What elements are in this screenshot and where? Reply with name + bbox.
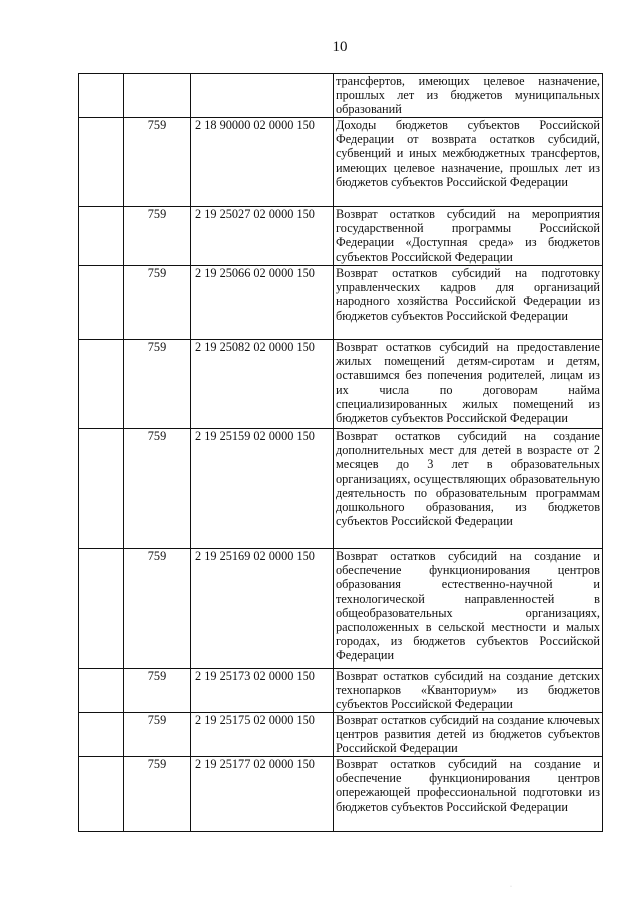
blank-cell: [79, 207, 124, 266]
admin-code-cell: 759: [124, 266, 191, 340]
description-cell: Возврат остатков субсидий на создание детских технопарков «Кванториум» из бюджетов субъектов Российской Федерации: [334, 669, 603, 713]
table-row: [79, 549, 603, 669]
blank-cell: [79, 118, 124, 207]
description-cell: Возврат остатков субсидий на предоставление жилых помещений детям-сиротам и детям, оставшимся без попечения родителей, лицам из их числа по договорам найма специализированных жилых помещений из бюджетов субъектов Российской Федерации: [334, 340, 603, 429]
blank-cell: [79, 669, 124, 713]
description-cell: Доходы бюджетов субъектов Российской Федерации от возврата остатков субсидий, субвенций и иных межбюджетных трансфертов, имеющих целевое назначение, прошлых лет из бюджетов субъектов Российской Федерации: [334, 118, 603, 207]
blank-cell: [79, 266, 124, 340]
budget-code-cell: 2 19 25175 02 0000 150: [191, 713, 334, 757]
budget-code-cell: 2 19 25027 02 0000 150: [191, 207, 334, 266]
blank-cell: [79, 429, 124, 549]
budget-code-cell: 2 19 25173 02 0000 150: [191, 669, 334, 713]
description-cell: Возврат остатков субсидий на создание и обеспечение функционирования центров образования естественно-научной и технологической направленностей в общеобразовательных организациях, расположенных в сельской местности и малых городах, из бюджетов субъектов Российской Федерации: [334, 549, 603, 669]
table-row: [79, 429, 603, 549]
admin-code-cell: 759: [124, 669, 191, 713]
description-cell: Возврат остатков субсидий на создание и обеспечение функционирования центров опережающей профессиональной подготовки из бюджетов субъектов Российской Федерации: [334, 757, 603, 832]
budget-codes-table: [78, 73, 603, 832]
table-row: [79, 757, 603, 832]
admin-code-cell: 759: [124, 207, 191, 266]
description-cell: Возврат остатков субсидий на подготовку управленческих кадров для организаций народного хозяйства Российской Федерации из бюджетов субъектов Российской Федерации: [334, 266, 603, 340]
admin-code-cell: 759: [124, 340, 191, 429]
blank-cell: [79, 757, 124, 832]
admin-code-cell: [124, 74, 191, 118]
budget-code-cell: 2 19 25082 02 0000 150: [191, 340, 334, 429]
table-row: [79, 266, 603, 340]
description-cell: Возврат остатков субсидий на создание дополнительных мест для детей в возрасте от 2 месяцев до 3 лет в образовательных организациях, осуществляющих образовательную деятельность по образовательным программам дошкольного образования, из бюджетов субъектов Российской Федерации: [334, 429, 603, 549]
description-cell: Возврат остатков субсидий на создание ключевых центров развития детей из бюджетов субъектов Российской Федерации: [334, 713, 603, 757]
table-row: [79, 207, 603, 266]
blank-cell: [79, 340, 124, 429]
budget-code-cell: 2 18 90000 02 0000 150: [191, 118, 334, 207]
page-number: 10: [332, 39, 348, 55]
table-row: [79, 713, 603, 757]
blank-cell: [79, 549, 124, 669]
table-row: [79, 340, 603, 429]
budget-code-cell: 2 19 25177 02 0000 150: [191, 757, 334, 832]
scan-speck: ·: [510, 884, 512, 890]
budget-code-cell: [191, 74, 334, 118]
admin-code-cell: 759: [124, 757, 191, 832]
budget-code-cell: 2 19 25066 02 0000 150: [191, 266, 334, 340]
admin-code-cell: 759: [124, 713, 191, 757]
description-cell: трансфертов, имеющих целевое назначение, прошлых лет из бюджетов муниципальных образований: [334, 74, 603, 118]
blank-cell: [79, 74, 124, 118]
budget-code-cell: 2 19 25169 02 0000 150: [191, 549, 334, 669]
admin-code-cell: 759: [124, 118, 191, 207]
blank-cell: [79, 713, 124, 757]
budget-code-cell: 2 19 25159 02 0000 150: [191, 429, 334, 549]
description-cell: Возврат остатков субсидий на мероприятия государственной программы Российской Федерации «Доступная среда» из бюджетов субъектов Российской Федерации: [334, 207, 603, 266]
admin-code-cell: 759: [124, 549, 191, 669]
table-row: [79, 669, 603, 713]
admin-code-cell: 759: [124, 429, 191, 549]
table-row: [79, 74, 603, 118]
table-row: [79, 118, 603, 207]
